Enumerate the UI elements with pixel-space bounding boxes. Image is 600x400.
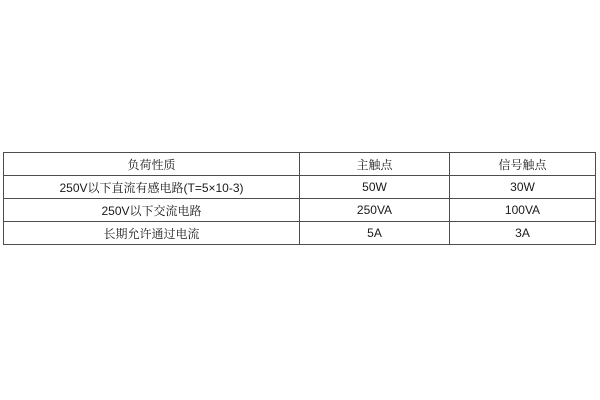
cell-signal-contact: 30W bbox=[450, 176, 596, 199]
table-row-continuous-current bbox=[4, 222, 596, 245]
cell-load-nature: 250V以下直流有感电路(T=5×10-3) bbox=[4, 176, 300, 199]
cell-signal-contact: 3A bbox=[450, 222, 596, 245]
header-signal-contact: 信号触点 bbox=[450, 153, 596, 176]
cell-load-nature: 250V以下交流电路 bbox=[4, 199, 300, 222]
cell-main-contact: 5A bbox=[300, 222, 450, 245]
load-spec-table bbox=[3, 152, 596, 245]
header-load-nature: 负荷性质 bbox=[4, 153, 300, 176]
cell-load-nature: 长期允许通过电流 bbox=[4, 222, 300, 245]
table-row-dc-circuit bbox=[4, 176, 596, 199]
header-main-contact: 主触点 bbox=[300, 153, 450, 176]
table-header-row bbox=[4, 153, 596, 176]
table-row-ac-circuit bbox=[4, 199, 596, 222]
cell-main-contact: 50W bbox=[300, 176, 450, 199]
cell-signal-contact: 100VA bbox=[450, 199, 596, 222]
cell-main-contact: 250VA bbox=[300, 199, 450, 222]
